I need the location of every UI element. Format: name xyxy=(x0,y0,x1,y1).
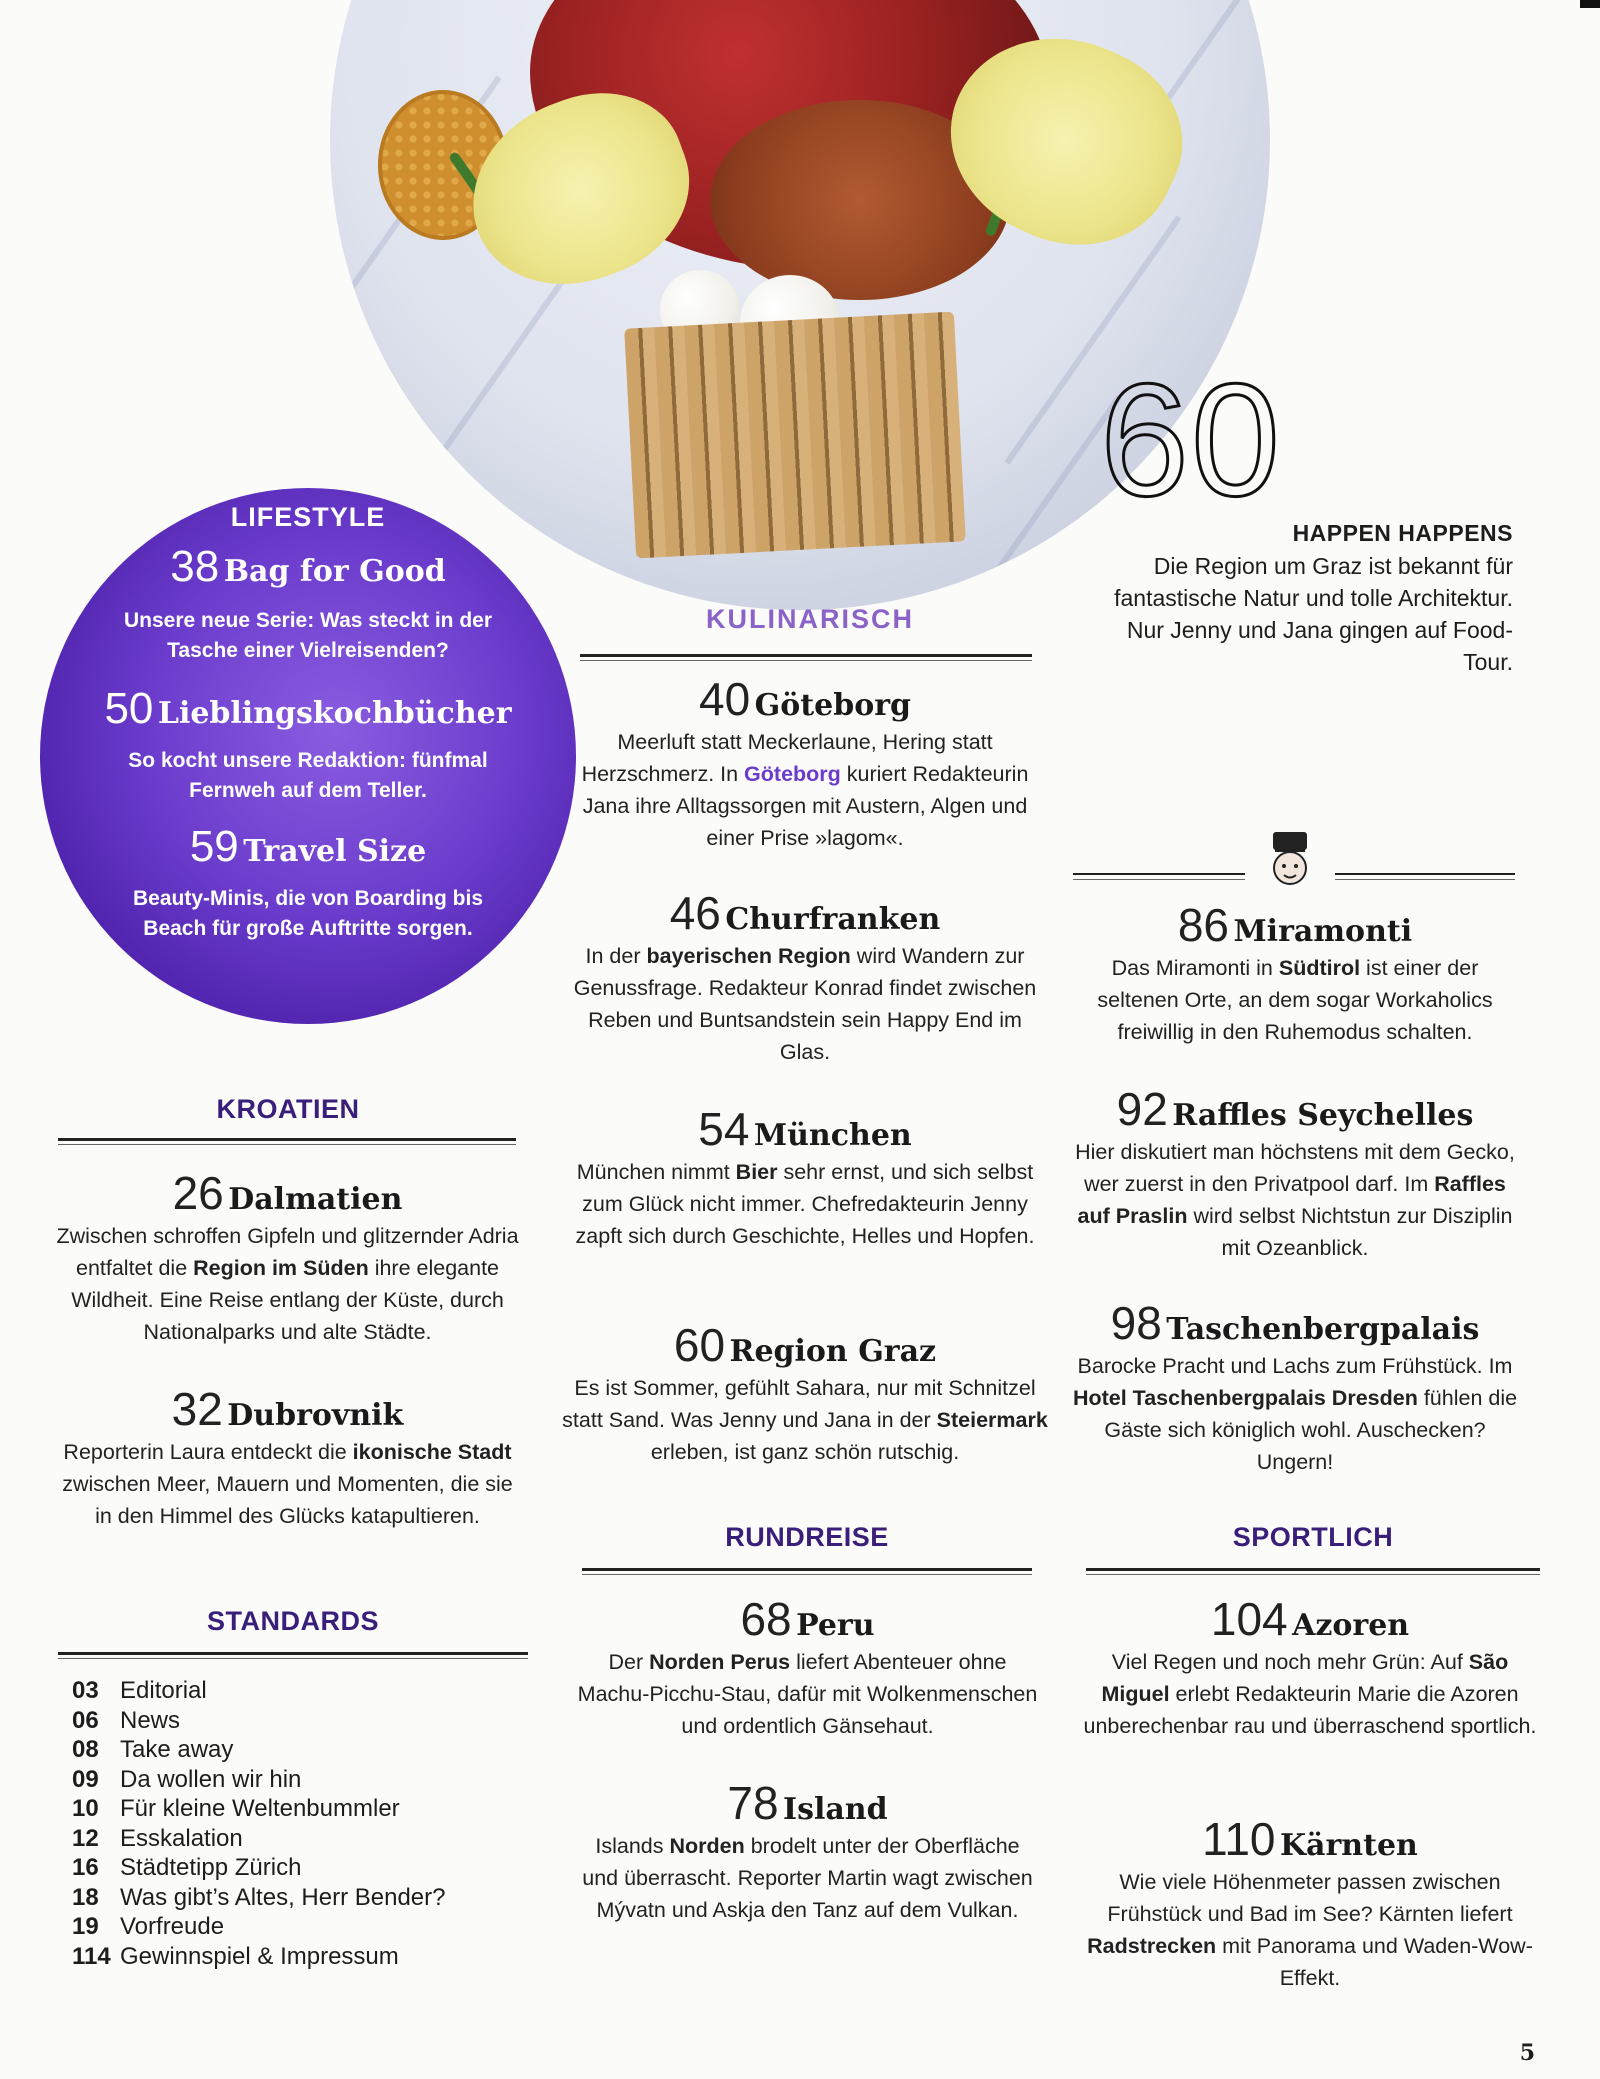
section-heading-sportlich: SPORTLICH xyxy=(1232,1522,1394,1552)
article-teaser: Das Miramonti in Südtirol ist einer der seltenen Orte, an dem sogar Workaholics freiwillig in den Ruhemodus schalten. xyxy=(1097,956,1493,1044)
section-heading-kroatien: KROATIEN xyxy=(216,1094,360,1124)
article-title: Dalmatien xyxy=(228,1182,403,1217)
list-item[interactable]: 12 Esskalation xyxy=(72,1824,243,1852)
article-teaser: Viel Regen und noch mehr Grün: Auf São Miguel erlebt Redakteurin Marie die Azoren unberechenbar rau und überraschend sportlich. xyxy=(1083,1650,1537,1738)
toc-item-muenchen[interactable] xyxy=(570,1102,1040,1252)
toc-item-kaernten[interactable] xyxy=(1080,1812,1540,1994)
section-heading-rundreise: RUNDREISE xyxy=(725,1522,889,1552)
lifestyle-circle xyxy=(40,488,576,1024)
chef-icon xyxy=(1265,830,1315,892)
lifestyle-heading: LIFESTYLE xyxy=(230,502,386,532)
page-number: 98 xyxy=(1110,1297,1162,1349)
article-title: Island xyxy=(783,1792,888,1827)
section-divider xyxy=(582,1568,1032,1571)
toc-item-region-graz[interactable] xyxy=(560,1318,1050,1468)
section-heading-standards: STANDARDS xyxy=(207,1606,379,1636)
toc-item-peru[interactable] xyxy=(575,1592,1040,1742)
hotel-divider-right xyxy=(1335,873,1515,875)
lifestyle-item-title[interactable] xyxy=(40,542,576,592)
hotel-divider-left xyxy=(1073,873,1245,875)
standards-list xyxy=(72,1676,445,1971)
feature-title[interactable]: HAPPEN HAPPENS xyxy=(1292,520,1513,546)
article-teaser: Beauty-Minis, die von Boarding bis Beach für große Auftritte sorgen. xyxy=(132,887,484,940)
article-teaser: Der Norden Perus liefert Abenteuer ohne Machu-Picchu-Stau, dafür mit Wolkenmenschen und ordentlich Gänsehaut. xyxy=(577,1650,1038,1738)
list-item[interactable]: 16 Städtetipp Zürich xyxy=(72,1854,302,1881)
article-teaser: In der bayerischen Region wird Wandern zur Genussfrage. Redakteur Konrad findet zwischen Reben und Buntsandstein sein Happy End im Glas. xyxy=(573,944,1037,1064)
article-teaser: So kocht unsere Redaktion: fünfmal Fernweh auf dem Teller. xyxy=(128,749,488,802)
page-number: 104 xyxy=(1210,1593,1288,1645)
page-number: 68 xyxy=(740,1593,792,1645)
list-item[interactable]: 08 Take away xyxy=(72,1736,234,1763)
article-teaser: Meerluft statt Meckerlaune, Hering statt Herzschmerz. In Göteborg kuriert Redakteurin Jana ihre Alltagssorgen mit Austern, Algen und einer Prise »lagom«. xyxy=(581,730,1029,850)
list-item[interactable]: 06 News xyxy=(72,1706,181,1734)
section-heading-kulinarisch: KULINARISCH xyxy=(706,604,914,634)
list-item[interactable]: 10 Für kleine Weltenbummler xyxy=(72,1795,400,1822)
page-number: 110 xyxy=(1202,1813,1276,1865)
top-edge-bar xyxy=(1580,0,1600,8)
article-title: Dubrovnik xyxy=(227,1398,404,1433)
toc-item-churfranken[interactable] xyxy=(570,886,1040,1068)
article-teaser: Reporterin Laura entdeckt die ikonische Stadt zwischen Meer, Mauern und Momenten, die sie in den Himmel des Glücks katapultieren. xyxy=(62,1440,513,1528)
feature-teaser: Die Region um Graz ist bekannt für fantastische Natur und tolle Architektur. Nur Jenny und Jana gingen auf Food-Tour. xyxy=(1114,553,1513,675)
list-item[interactable]: 19 Vorfreude xyxy=(72,1913,225,1940)
article-title: Miramonti xyxy=(1233,914,1413,949)
article-title: Travel Size xyxy=(243,834,427,869)
article-teaser: Hier diskutiert man höchstens mit dem Gecko, wer zuerst in den Privatpool darf. Im Raffles auf Praslin wird selbst Nichtstun zur Disziplin mit Ozeanblick. xyxy=(1075,1140,1515,1260)
article-title: Göteborg xyxy=(754,688,911,723)
toc-item-goeteborg[interactable] xyxy=(570,672,1040,854)
article-teaser: München nimmt Bier sehr ernst, und sich selbst zum Glück nicht immer. Chefredakteurin Jenny zapft sich durch Geschichte, Helles und Hopfen. xyxy=(575,1160,1035,1248)
article-title: Raffles Seychelles xyxy=(1172,1098,1474,1133)
section-divider-thin xyxy=(582,1574,1032,1575)
toc-item-raffles-seychelles[interactable] xyxy=(1070,1082,1520,1264)
page-number: 92 xyxy=(1116,1083,1168,1135)
page-number: 50 xyxy=(104,684,154,733)
page-number: 60 xyxy=(673,1319,726,1371)
page-number: 59 xyxy=(189,822,239,871)
section-divider xyxy=(58,1652,528,1655)
article-teaser: Wie viele Höhenmeter passen zwischen Frühstück und Bad im See? Kärnten liefert Radstrecken mit Panorama und Waden-Wow-Effekt. xyxy=(1087,1870,1533,1990)
section-divider xyxy=(580,654,1032,657)
article-title: Churfranken xyxy=(725,902,941,937)
article-teaser: Barocke Pracht und Lachs zum Frühstück. Im Hotel Taschenbergpalais Dresden fühlen die Gäste sich königlich wohl. Auschecken? Ungern! xyxy=(1072,1354,1518,1474)
article-title: Lieblingskochbücher xyxy=(157,696,512,731)
toc-item-azoren[interactable] xyxy=(1080,1592,1540,1742)
page-number: 32 xyxy=(171,1383,223,1435)
page-number: 38 xyxy=(170,542,220,591)
page-number: 40 xyxy=(699,673,751,725)
page-number: 86 xyxy=(1177,899,1230,951)
section-divider-thin xyxy=(580,660,1032,661)
list-item[interactable]: 18 Was gibt’s Altes, Herr Bender? xyxy=(72,1883,446,1911)
magazine-page-number: 5 xyxy=(1519,2040,1535,2066)
article-teaser: Unsere neue Serie: Was steckt in der Tasche einer Vielreisenden? xyxy=(123,609,493,662)
toc-item-miramonti[interactable] xyxy=(1070,898,1520,1048)
article-title: Kärnten xyxy=(1279,1828,1418,1863)
article-teaser: Zwischen schroffen Gipfeln und glitzernder Adria entfaltet die Region im Süden ihre elegante Wildheit. Eine Reise entlang der Küste, durch Nationalparks und alte Städte. xyxy=(56,1224,519,1344)
section-divider xyxy=(1086,1568,1540,1571)
section-divider-thin xyxy=(58,1658,528,1659)
article-title: Region Graz xyxy=(729,1334,937,1369)
toc-item-island[interactable] xyxy=(575,1776,1040,1926)
list-item[interactable]: 114 Gewinnspiel & Impressum xyxy=(72,1942,399,1970)
article-teaser: Es ist Sommer, gefühlt Sahara, nur mit Schnitzel statt Sand. Was Jenny und Jana in der Steiermark erleben, ist ganz schön rutschig. xyxy=(562,1376,1048,1464)
article-title: Taschenbergpalais xyxy=(1166,1312,1480,1347)
list-item[interactable]: 03 Editorial xyxy=(72,1677,207,1704)
section-divider-thin xyxy=(58,1144,516,1145)
hotel-divider-right-thin xyxy=(1335,879,1515,880)
article-title: Azoren xyxy=(1292,1608,1410,1643)
hotel-divider-left-thin xyxy=(1073,879,1245,880)
page-number: 54 xyxy=(698,1103,750,1155)
lifestyle-item-title[interactable] xyxy=(40,822,576,872)
toc-item-dubrovnik[interactable] xyxy=(55,1382,520,1532)
article-teaser: Islands Norden brodelt unter der Oberfläche und überrascht. Reporter Martin wagt zwischen Mývatn und Askja den Tanz auf dem Vulkan. xyxy=(582,1834,1033,1922)
toc-item-dalmatien[interactable] xyxy=(55,1166,520,1348)
lifestyle-item-title[interactable] xyxy=(40,684,576,734)
feature-big-number: 60 xyxy=(1100,350,1282,529)
article-title: München xyxy=(753,1118,912,1153)
toc-item-taschenbergpalais[interactable] xyxy=(1070,1296,1520,1478)
page-number: 26 xyxy=(172,1167,224,1219)
list-item[interactable]: 09 Da wollen wir hin xyxy=(72,1765,302,1793)
article-title: Peru xyxy=(796,1608,875,1643)
section-divider xyxy=(58,1138,516,1141)
page-number: 78 xyxy=(727,1777,779,1829)
page-number: 46 xyxy=(669,887,721,939)
section-divider-thin xyxy=(1086,1574,1540,1575)
article-title: Bag for Good xyxy=(223,554,446,589)
